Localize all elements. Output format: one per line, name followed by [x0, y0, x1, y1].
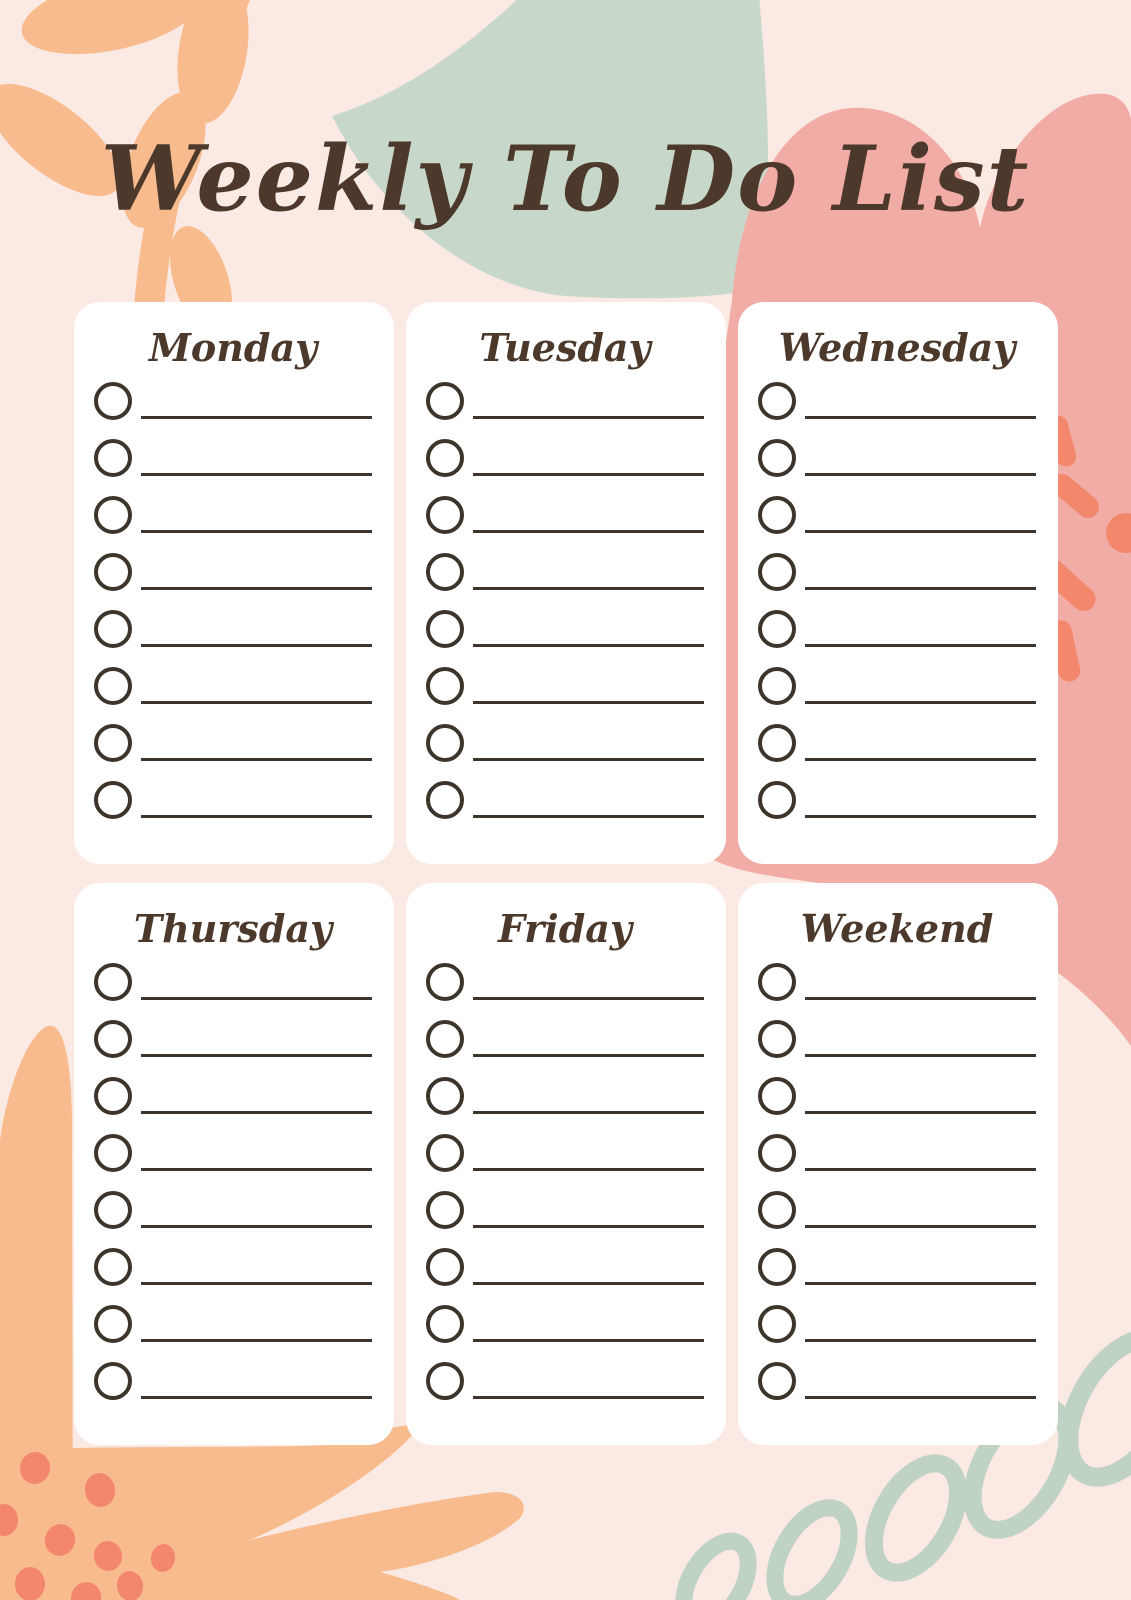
task-row — [426, 724, 704, 762]
task-blank-line — [805, 1215, 1036, 1228]
day-card-title-thursday: Thursday — [133, 906, 333, 951]
task-row — [758, 553, 1036, 591]
task-bullet-circle-icon — [94, 1305, 132, 1343]
task-blank-line — [473, 1101, 704, 1114]
task-blank-line — [141, 1044, 372, 1057]
task-row — [94, 1020, 372, 1058]
task-bullet-circle-icon — [758, 1248, 796, 1286]
task-bullet-circle-icon — [426, 1020, 464, 1058]
task-list-thursday — [94, 963, 372, 1400]
task-bullet-circle-icon — [94, 667, 132, 705]
task-row — [758, 610, 1036, 648]
task-bullet-circle-icon — [426, 667, 464, 705]
day-card-title-wednesday: Wednesday — [778, 325, 1016, 370]
task-blank-line — [805, 805, 1036, 818]
task-row — [94, 610, 372, 648]
task-row — [758, 1020, 1036, 1058]
task-row — [758, 439, 1036, 477]
task-bullet-circle-icon — [758, 1134, 796, 1172]
task-bullet-circle-icon — [758, 1305, 796, 1343]
task-blank-line — [473, 520, 704, 533]
task-blank-line — [805, 1386, 1036, 1399]
task-blank-line — [805, 987, 1036, 1000]
task-blank-line — [473, 1044, 704, 1057]
task-blank-line — [473, 1215, 704, 1228]
task-bullet-circle-icon — [758, 610, 796, 648]
task-bullet-circle-icon — [758, 496, 796, 534]
day-card-title-friday: Friday — [497, 906, 633, 951]
task-row — [426, 1134, 704, 1172]
task-bullet-circle-icon — [426, 724, 464, 762]
task-bullet-circle-icon — [426, 1248, 464, 1286]
day-card-monday — [74, 302, 394, 864]
task-blank-line — [141, 1329, 372, 1342]
task-list-weekend — [758, 963, 1036, 1400]
task-bullet-circle-icon — [426, 496, 464, 534]
task-bullet-circle-icon — [426, 1362, 464, 1400]
task-row — [94, 496, 372, 534]
task-bullet-circle-icon — [426, 781, 464, 819]
task-row — [426, 610, 704, 648]
task-bullet-circle-icon — [94, 553, 132, 591]
task-bullet-circle-icon — [94, 1077, 132, 1115]
task-row — [758, 963, 1036, 1001]
task-bullet-circle-icon — [758, 1362, 796, 1400]
task-blank-line — [473, 748, 704, 761]
day-card-friday — [406, 883, 726, 1445]
task-bullet-circle-icon — [426, 1191, 464, 1229]
task-blank-line — [141, 987, 372, 1000]
task-blank-line — [473, 805, 704, 818]
task-blank-line — [141, 748, 372, 761]
task-row — [94, 1248, 372, 1286]
task-bullet-circle-icon — [758, 963, 796, 1001]
task-blank-line — [141, 634, 372, 647]
task-row — [758, 496, 1036, 534]
task-blank-line — [141, 406, 372, 419]
task-bullet-circle-icon — [94, 963, 132, 1001]
task-blank-line — [805, 463, 1036, 476]
task-blank-line — [473, 691, 704, 704]
task-row — [426, 1020, 704, 1058]
task-bullet-circle-icon — [94, 439, 132, 477]
task-bullet-circle-icon — [426, 1077, 464, 1115]
day-card-title-tuesday: Tuesday — [479, 325, 651, 370]
task-row — [758, 382, 1036, 420]
task-bullet-circle-icon — [426, 610, 464, 648]
task-bullet-circle-icon — [758, 667, 796, 705]
task-bullet-circle-icon — [758, 1020, 796, 1058]
task-row — [94, 963, 372, 1001]
task-blank-line — [805, 748, 1036, 761]
task-row — [94, 781, 372, 819]
task-bullet-circle-icon — [758, 439, 796, 477]
task-blank-line — [141, 463, 372, 476]
task-row — [426, 439, 704, 477]
task-row — [94, 1191, 372, 1229]
task-row — [758, 1248, 1036, 1286]
task-bullet-circle-icon — [426, 382, 464, 420]
task-bullet-circle-icon — [426, 963, 464, 1001]
day-cards-grid — [74, 302, 1058, 1445]
task-blank-line — [473, 1158, 704, 1171]
task-blank-line — [805, 1044, 1036, 1057]
task-bullet-circle-icon — [94, 1134, 132, 1172]
task-list-tuesday — [426, 382, 704, 819]
task-bullet-circle-icon — [758, 781, 796, 819]
task-blank-line — [141, 691, 372, 704]
task-bullet-circle-icon — [758, 1077, 796, 1115]
task-blank-line — [473, 1272, 704, 1285]
task-bullet-circle-icon — [758, 382, 796, 420]
task-blank-line — [141, 805, 372, 818]
task-blank-line — [473, 634, 704, 647]
task-row — [94, 724, 372, 762]
task-row — [94, 553, 372, 591]
task-row — [94, 1077, 372, 1115]
task-row — [94, 1305, 372, 1343]
task-row — [758, 667, 1036, 705]
task-bullet-circle-icon — [758, 1191, 796, 1229]
task-blank-line — [473, 1386, 704, 1399]
task-blank-line — [805, 634, 1036, 647]
task-row — [758, 724, 1036, 762]
day-card-wednesday — [738, 302, 1058, 864]
task-row — [426, 1191, 704, 1229]
task-row — [426, 781, 704, 819]
task-list-wednesday — [758, 382, 1036, 819]
task-row — [426, 1077, 704, 1115]
task-blank-line — [473, 406, 704, 419]
task-row — [426, 1305, 704, 1343]
task-bullet-circle-icon — [94, 610, 132, 648]
task-bullet-circle-icon — [426, 439, 464, 477]
task-row — [426, 667, 704, 705]
task-bullet-circle-icon — [94, 382, 132, 420]
task-blank-line — [805, 1158, 1036, 1171]
task-list-monday — [94, 382, 372, 819]
task-blank-line — [805, 406, 1036, 419]
task-row — [94, 1134, 372, 1172]
day-card-weekend — [738, 883, 1058, 1445]
task-blank-line — [805, 691, 1036, 704]
task-row — [758, 781, 1036, 819]
task-row — [94, 439, 372, 477]
task-bullet-circle-icon — [758, 553, 796, 591]
task-blank-line — [473, 463, 704, 476]
task-bullet-circle-icon — [94, 1248, 132, 1286]
task-row — [426, 1362, 704, 1400]
day-card-thursday — [74, 883, 394, 1445]
task-bullet-circle-icon — [94, 496, 132, 534]
day-card-title-weekend: Weekend — [800, 906, 994, 951]
task-row — [758, 1362, 1036, 1400]
task-bullet-circle-icon — [94, 1362, 132, 1400]
task-blank-line — [141, 1386, 372, 1399]
task-blank-line — [141, 520, 372, 533]
task-list-friday — [426, 963, 704, 1400]
task-bullet-circle-icon — [94, 781, 132, 819]
task-blank-line — [805, 1329, 1036, 1342]
task-row — [758, 1191, 1036, 1229]
task-bullet-circle-icon — [426, 1134, 464, 1172]
task-bullet-circle-icon — [94, 1191, 132, 1229]
day-card-tuesday — [406, 302, 726, 864]
task-row — [758, 1305, 1036, 1343]
task-bullet-circle-icon — [426, 553, 464, 591]
task-blank-line — [473, 577, 704, 590]
task-row — [94, 667, 372, 705]
task-row — [758, 1077, 1036, 1115]
day-card-title-monday: Monday — [148, 325, 318, 370]
task-blank-line — [141, 1101, 372, 1114]
task-row — [426, 496, 704, 534]
task-blank-line — [805, 520, 1036, 533]
task-row — [426, 553, 704, 591]
task-blank-line — [141, 1272, 372, 1285]
task-row — [426, 963, 704, 1001]
task-blank-line — [805, 577, 1036, 590]
task-row — [758, 1134, 1036, 1172]
task-blank-line — [805, 1101, 1036, 1114]
task-bullet-circle-icon — [94, 1020, 132, 1058]
task-blank-line — [805, 1272, 1036, 1285]
task-blank-line — [473, 1329, 704, 1342]
task-bullet-circle-icon — [426, 1305, 464, 1343]
task-blank-line — [141, 1215, 372, 1228]
page-title: Weekly To Do List — [100, 126, 1031, 232]
task-blank-line — [473, 987, 704, 1000]
task-row — [426, 382, 704, 420]
task-row — [94, 382, 372, 420]
task-bullet-circle-icon — [758, 724, 796, 762]
task-row — [94, 1362, 372, 1400]
task-bullet-circle-icon — [94, 724, 132, 762]
task-blank-line — [141, 577, 372, 590]
task-blank-line — [141, 1158, 372, 1171]
task-row — [426, 1248, 704, 1286]
